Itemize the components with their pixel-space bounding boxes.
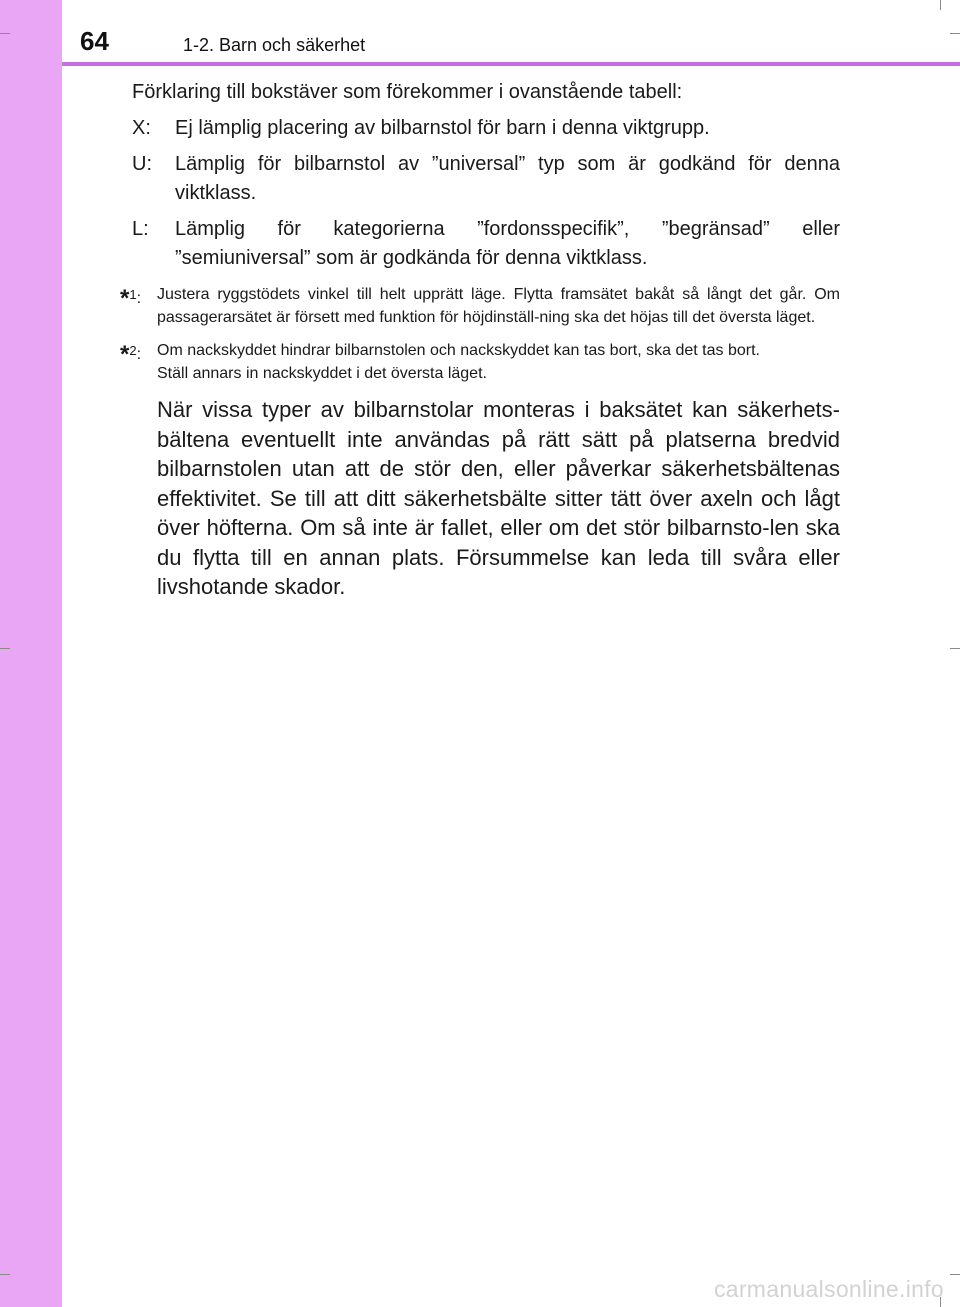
crop-mark <box>0 648 10 649</box>
definition-key: U: <box>132 153 152 175</box>
definition-text: Ej lämplig placering av bilbarnstol för barn i denna viktgrupp. <box>175 117 710 139</box>
page-number: 64 <box>80 26 109 56</box>
footnote-marker: *$^1$: <box>120 285 142 312</box>
header-divider <box>62 62 960 66</box>
footnote-text <box>157 339 840 385</box>
definition-text: Lämplig för bilbarnstol av ”universal” typ som är godkänd för denna viktklass. <box>175 153 840 204</box>
definition-key: L: <box>132 218 149 240</box>
definition-u <box>120 150 840 208</box>
page-content <box>120 78 840 602</box>
definition-text: Lämplig för kategorierna ”fordonsspecifik”, ”begränsad” eller ”semiuniversal” som är godkända för denna viktklass. <box>175 218 840 269</box>
footnote-2 <box>120 339 840 385</box>
page-tab-sidebar <box>0 0 62 1307</box>
footnote-line: Om nackskyddet hindrar bilbarnstolen och nackskyddet kan tas bort, ska det tas bort. <box>157 342 760 359</box>
footnote-marker: *$^2$: <box>120 341 142 368</box>
crop-mark <box>950 648 960 649</box>
footnote-text: Justera ryggstödets vinkel till helt upprätt läge. Flytta framsätet bakåt så långt det går. Om passagerarsätet är försett med funktion för höjdinställ-ning ska det höjas till det översta läget. <box>157 286 840 326</box>
crop-mark <box>950 1274 960 1275</box>
crop-mark <box>0 33 10 34</box>
warning-paragraph: När vissa typer av bilbarnstolar monteras i baksätet kan säkerhets-bältena eventuellt inte användas på rätt sätt på platserna bredvid bilbarnstolen utan att de stör den, eller påverkar säkerhetsbältenas effektivitet. Se till att ditt säkerhetsbälte sitter tätt över axeln och lågt över höfterna. Om så inte är fallet, eller om det stör bilbarnsto-len ska du flytta till en annan plats. Försummelse kan leda till svåra eller livshotande skador. <box>157 397 840 599</box>
definition-x <box>120 114 840 143</box>
watermark: carmanualsonline.info <box>713 1276 944 1302</box>
definition-key: X: <box>132 117 151 139</box>
crop-mark <box>940 0 941 10</box>
crop-mark <box>0 1274 10 1275</box>
footnote-1 <box>120 283 840 329</box>
footnote-line: Ställ annars in nackskyddet i det översta läget. <box>157 365 487 382</box>
legend-intro: Förklaring till bokstäver som förekommer i ovanstående tabell: <box>132 81 683 103</box>
crop-mark <box>950 33 960 34</box>
definition-l <box>120 215 840 273</box>
section-title: 1-2. Barn och säkerhet <box>183 35 366 55</box>
